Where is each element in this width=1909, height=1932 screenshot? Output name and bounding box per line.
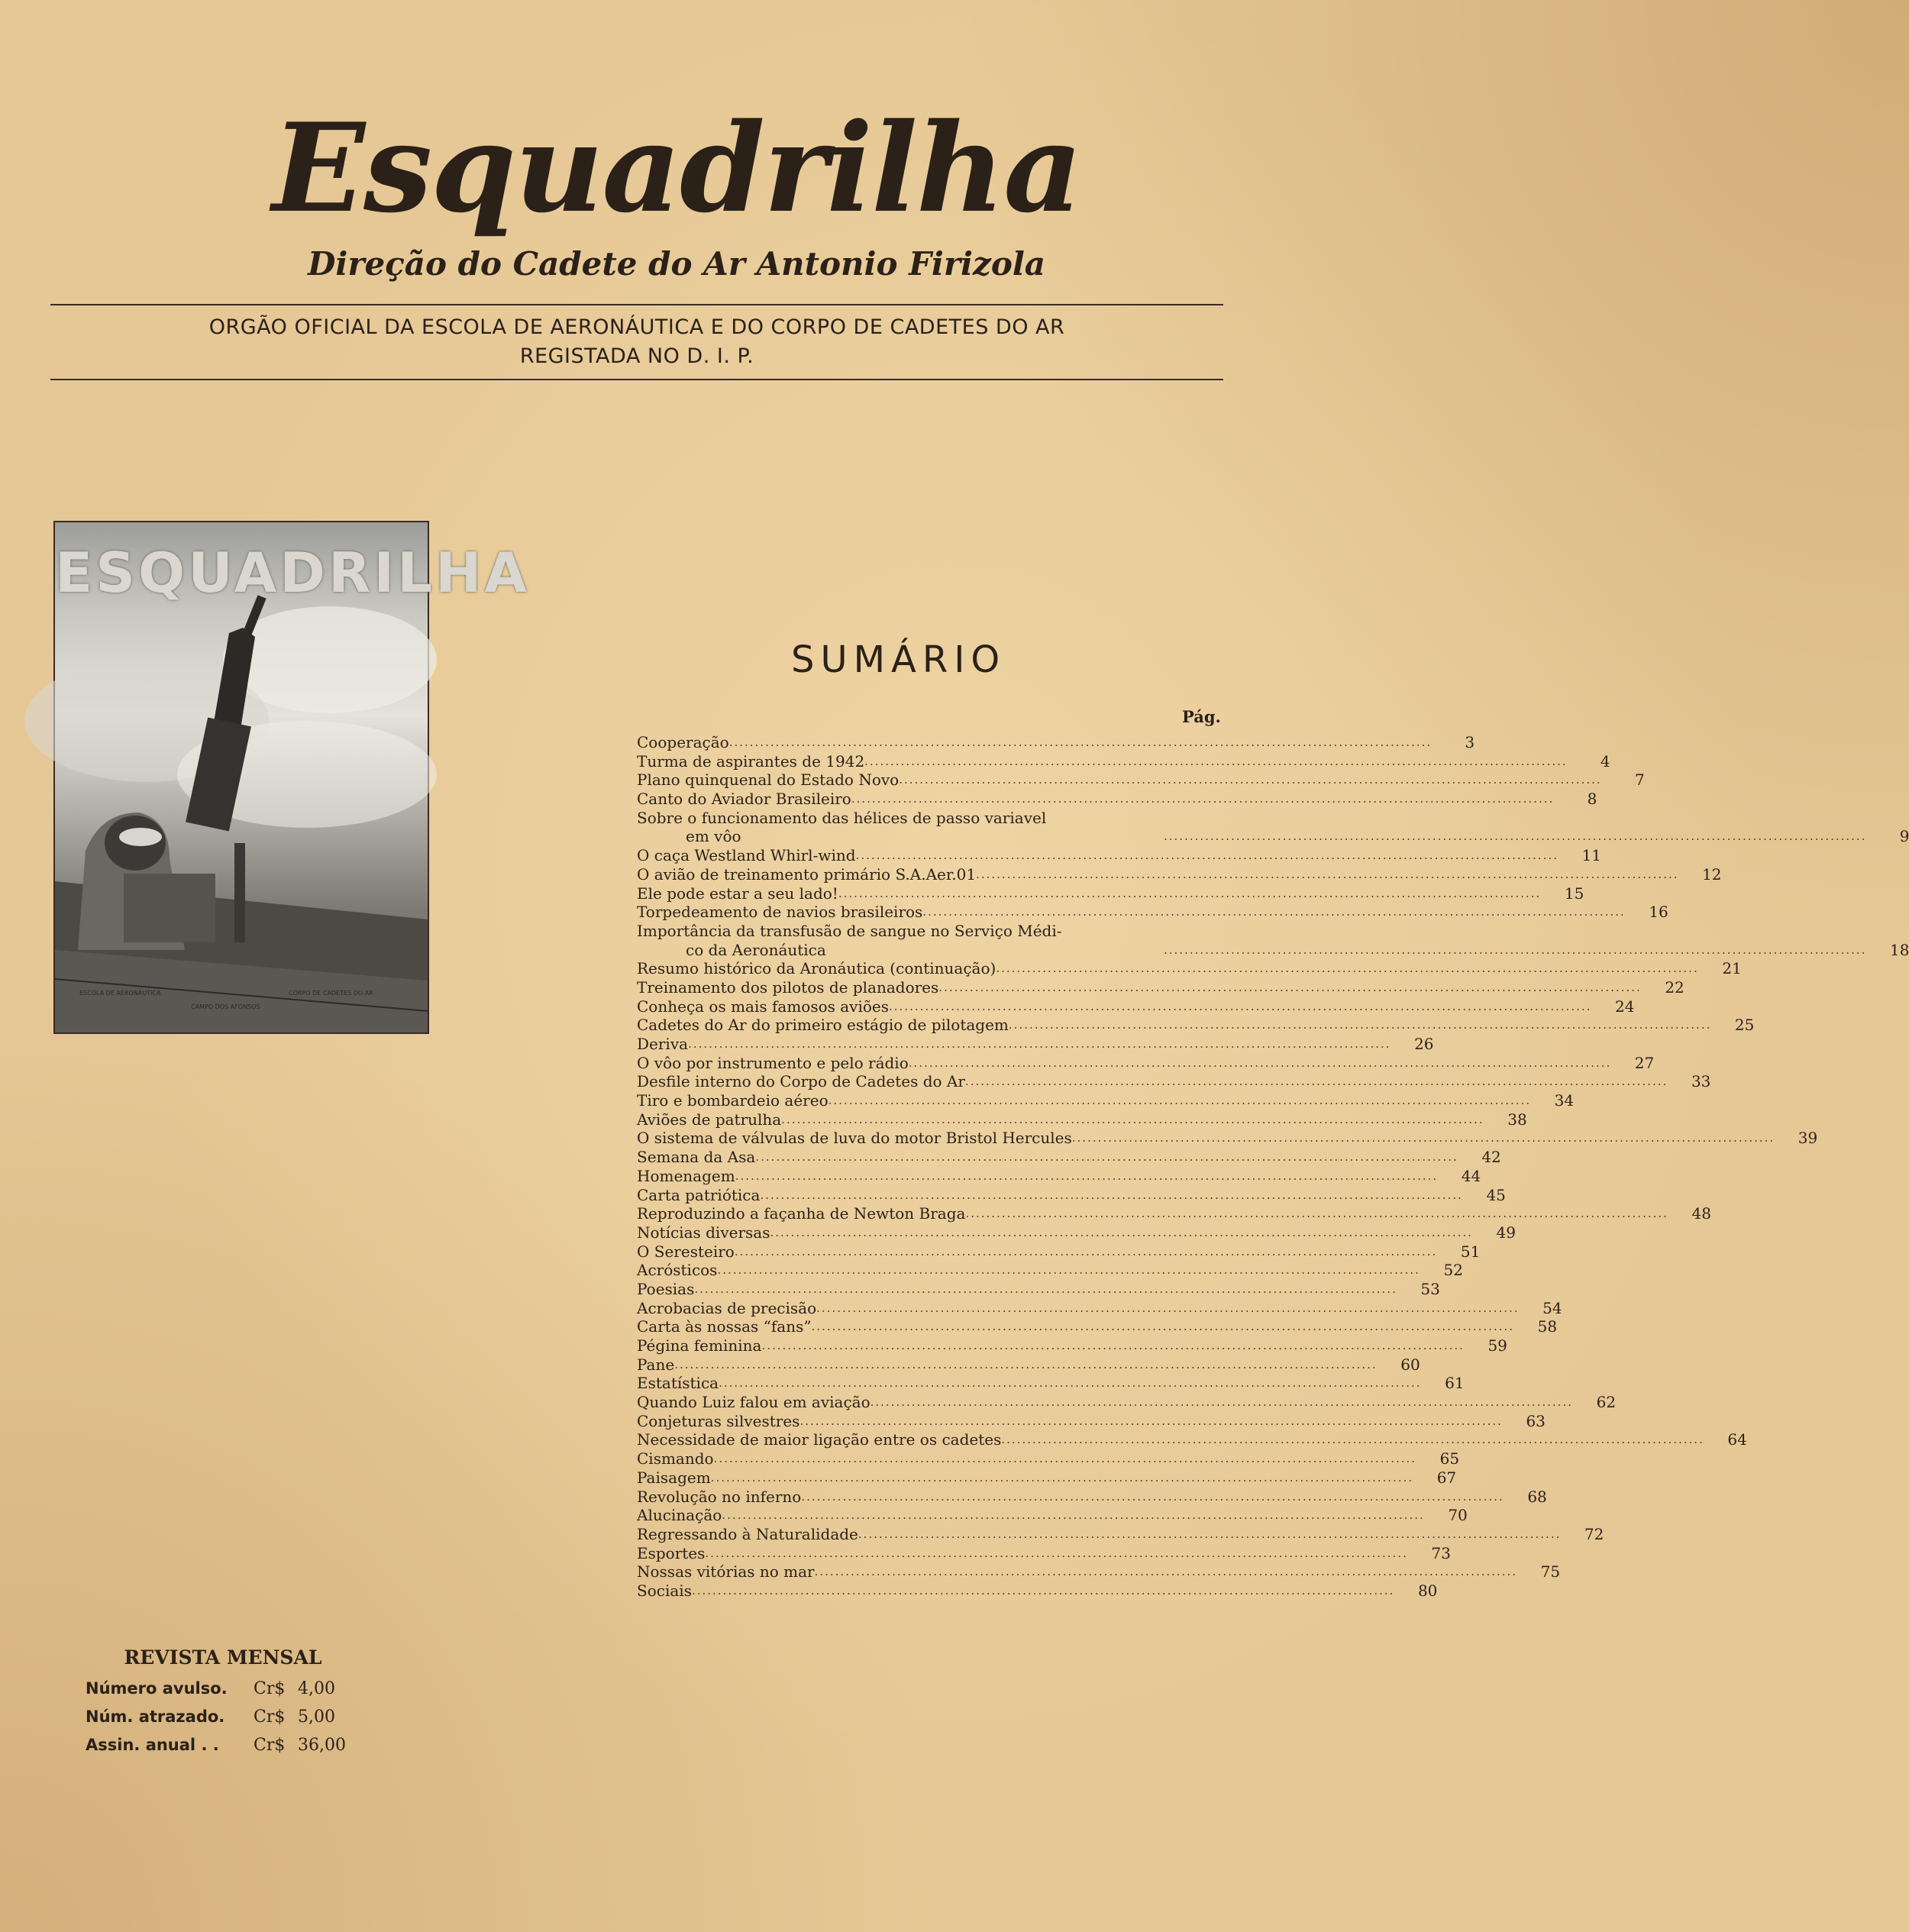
toc-entry-title [637,846,856,865]
toc-leader-dots [694,1280,1397,1299]
toc-entry-title [637,1129,1072,1148]
toc-leader-dots [799,1412,1502,1431]
price-label: Número avulso. [86,1679,228,1698]
toc-entry [637,1129,1818,1148]
toc-entry-title-line: Ele pode estar a seu lado! [637,884,838,903]
toc-entry-title-line: Cooperação [637,732,729,751]
toc-leader-dots [711,1468,1413,1488]
toc-entry [637,1487,1547,1507]
toc-leader-dots [688,1035,1391,1054]
toc-entry-page: 63 [1526,1411,1546,1430]
toc-entry-title [637,1054,909,1073]
toc-leader-dots [714,1449,1416,1468]
toc-entry-page: 67 [1436,1468,1457,1487]
toc-entry-title-line: Turma de aspirantes de 1942 [637,751,865,771]
registration-text: REGISTADA NO D. I. P. [519,344,754,368]
toc-leader-dots [674,1355,1377,1375]
toc-entry-title [637,790,851,809]
toc-entry-title-line: Esportes [637,1543,706,1562]
toc-entry-title [637,1393,871,1412]
toc-entry-title [637,903,922,922]
toc-entry-title-line: Resumo histórico da Aronáutica (continuação) [637,959,996,978]
toc-entry-title-line: Estatística [637,1374,719,1393]
toc-entry-title [637,1223,770,1242]
toc-entry-title [637,1449,714,1468]
toc-entry-title [637,1091,829,1110]
toc-entry [637,1336,1507,1355]
toc-entry-page: 11 [1581,846,1602,865]
toc-entry-title-line: Carta patriótica [637,1185,761,1204]
toc-entry-title-line: Pégina feminina [637,1336,762,1355]
toc-entry [637,1166,1481,1186]
toc-leader-dots [816,1299,1519,1318]
toc-entry [637,1430,1747,1449]
price-row [86,1675,376,1703]
toc-entry-title-line: O avião de treinamento primário S.A.Aer.01 [637,864,977,884]
toc-entry-title-line: Conjeturas silvestres [637,1411,800,1430]
toc-leader-dots [889,997,1591,1016]
toc-entry-title [637,1016,1009,1035]
toc-leader-dots [717,1261,1420,1280]
toc-entry [637,959,1742,978]
toc-entry-title-line: Acrósticos [637,1261,718,1280]
toc-entry-title [637,1261,717,1280]
toc-entry-title [637,1204,965,1223]
toc-entry-title [637,1581,692,1601]
toc-entry [637,1411,1546,1431]
toc-entry-title [637,1506,722,1525]
toc-entry-title [637,1412,799,1431]
toc-leader-dots [851,790,1554,809]
toc-entry-title [637,1562,815,1581]
cover-image [53,521,531,1034]
toc-entry [637,1261,1463,1280]
toc-leader-dots [1164,827,1866,846]
toc-leader-dots [976,865,1678,884]
official-organ-line [50,313,1223,371]
masthead-subtitle: Direção do Cadete do Ar Antonio Firizola [307,245,1046,283]
price-row [86,1731,376,1759]
toc-entry-page: 68 [1527,1487,1547,1506]
toc-entry-title-line: Plano quinquenal do Estado Novo [637,771,900,790]
toc-entry [637,1393,1617,1412]
toc-entry-title-line: Conheça os mais famosos aviões [637,997,890,1016]
toc-entry [637,1543,1451,1563]
toc-entry-title-line: Carta às nossas “fans” [637,1317,812,1336]
toc-entry-title [637,978,938,997]
toc-leader-dots [838,884,1541,903]
price-value: 36,00 [298,1736,346,1755]
toc-entry-title-continuation: em vôo [686,827,741,846]
toc-entry-page: 65 [1439,1449,1460,1468]
toc-entry-title [637,1110,781,1129]
bottom-rule [50,379,1223,380]
toc-leader-dots [705,1544,1407,1563]
toc-leader-dots [938,978,1641,997]
toc-entry-page: 59 [1487,1336,1507,1355]
toc-entry-page: 12 [1702,864,1722,884]
cover-footer-left: ESCOLA DE AERONÁUTICA [79,990,161,997]
table-of-contents [637,732,1909,1601]
toc-leader-dots [922,903,1625,922]
toc-entry-page: 34 [1554,1091,1575,1110]
toc-entry-title-line: Alucinação [637,1506,722,1525]
cover-title: ESQUADRILHA [55,541,531,605]
toc-entry-title-line: Nossas vitórias no mar [637,1562,815,1581]
toc-entry-page: 73 [1431,1543,1451,1562]
toc-entry-page: 15 [1564,884,1584,903]
toc-entry-title-line: Reproduzindo a façanha de Newton Braga [637,1204,966,1223]
toc-entry-title [637,1299,816,1318]
toc-entry [637,1110,1527,1129]
toc-entry-page: 16 [1649,903,1668,922]
price-list [86,1675,376,1759]
toc-entry-page: 21 [1722,959,1742,978]
toc-entry-page: 33 [1691,1072,1711,1091]
toc-leader-dots [722,1506,1424,1525]
toc-entry-title-line: Revolução no inferno [637,1487,802,1506]
toc-entry-title [637,1544,705,1563]
toc-entry [637,1524,1604,1544]
toc-entry-page: 7 [1634,771,1645,790]
toc-leader-dots [735,1167,1438,1186]
toc-entry-title [637,1336,761,1355]
toc-entry-page: 54 [1542,1298,1562,1317]
toc-entry-title-line: Tiro e bombardeio aéreo [637,1091,829,1110]
toc-entry-title-line: Sobre o funcionamento das hélices de passo variavel [637,808,1047,827]
toc-leader-dots [1164,941,1866,960]
toc-entry-page: 49 [1496,1223,1516,1242]
toc-entry-title-line: O vôo por instrumento e pelo rádio [637,1053,909,1072]
toc-leader-dots [899,771,1601,790]
price-label: Núm. atrazado. [86,1707,225,1726]
toc-entry-page: 44 [1461,1166,1481,1185]
price-value: 5,00 [298,1707,335,1727]
toc-entry-title [637,1374,719,1393]
toc-entry-title [637,1468,711,1488]
toc-entry-title [637,959,996,978]
toc-entry-title [637,809,1164,846]
toc-entry-title [637,733,729,752]
toc-entry [637,1279,1440,1299]
toc-entry-title-line: Cismando [637,1449,714,1468]
toc-entry [637,771,1645,790]
toc-entry-title [637,1525,858,1544]
toc-entry-title-line: Paisagem [637,1468,711,1487]
official-organ-text: ORGÃO OFICIAL DA ESCOLA DE AERONÁUTICA E DO CORPO DE CADETES DO AR [208,315,1065,339]
toc-entry-page: 4 [1600,751,1610,771]
toc-leader-dots [1009,1016,1711,1035]
toc-entry-title-line: Canto do Aviador Brasileiro [637,790,851,809]
toc-entry [637,751,1610,771]
toc-entry [637,1506,1468,1525]
toc-leader-dots [801,1488,1504,1507]
toc-leader-dots [755,1148,1458,1167]
toc-leader-dots [1001,1430,1704,1449]
toc-entry-page: 51 [1460,1242,1481,1261]
toc-leader-dots [729,733,1432,752]
toc-leader-dots [692,1581,1394,1601]
toc-leader-dots [812,1317,1514,1336]
toc-leader-dots [871,1393,1573,1412]
toc-leader-dots [858,1525,1561,1544]
toc-entry-title-line: Pane [637,1355,675,1374]
toc-entry-page: 64 [1727,1430,1747,1449]
toc-entry-title-line: Homenagem [637,1166,735,1185]
toc-entry [637,977,1685,997]
toc-entry-title-line: Treinamento dos pilotos de planadores [637,977,939,997]
toc-entry-page: 26 [1414,1035,1434,1054]
toc-entry-title-line: Aviões de patrulha [637,1110,782,1129]
toc-entry-page: 3 [1465,732,1475,751]
toc-entry [637,846,1602,865]
price-box [86,1646,376,1759]
toc-entry [637,732,1475,752]
toc-leader-dots [965,1072,1668,1091]
price-currency: Cr$ [254,1679,286,1698]
toc-entry [637,1053,1655,1073]
toc-entry-title [637,997,889,1016]
toc-entry-title-line: Poesias [637,1279,695,1298]
toc-entry-page: 42 [1481,1148,1501,1167]
toc-entry-title [637,1186,760,1205]
toc-entry-title [637,884,838,903]
toc-entry [637,997,1635,1016]
toc-entry-title [637,1488,801,1507]
toc-entry [637,1562,1561,1581]
toc-entry [637,1185,1506,1205]
toc-entry-page: 25 [1734,1016,1755,1035]
toc-leader-dots [965,1204,1668,1223]
toc-entry-title [637,1242,735,1262]
toc-entry [637,1091,1575,1110]
toc-leader-dots [770,1223,1472,1242]
toc-entry-page: 52 [1443,1261,1463,1280]
toc-entry [637,1072,1711,1091]
toc-entry [637,1016,1755,1035]
toc-entry [637,1204,1711,1223]
toc-entry [637,1355,1420,1375]
toc-leader-dots [856,846,1559,865]
toc-entry-page: 27 [1634,1053,1655,1072]
toc-entry-page: 9 [1899,827,1909,846]
toc-entry-page: 75 [1540,1562,1561,1581]
toc-entry [637,1317,1558,1336]
toc-entry-page: 62 [1596,1393,1617,1412]
price-row [86,1703,376,1731]
toc-entry-title-line: Desfile interno do Corpo de Cadetes do Ar [637,1072,965,1091]
toc-entry-page: 72 [1584,1524,1604,1543]
toc-entry-page: 39 [1798,1129,1818,1148]
toc-entry-title-continuation: co da Aeronáutica [686,940,826,959]
toc-leader-dots [735,1242,1437,1262]
toc-entry-title-line: Acrobacias de precisão [637,1298,817,1317]
toc-entry-title-line: Quando Luiz falou em aviação [637,1393,871,1412]
toc-entry-title [637,1355,674,1375]
toc-entry-page: 24 [1615,997,1635,1016]
toc-entry-title-line: Importância da transfusão de sangue no Serviço Médi- [637,921,1062,940]
toc-entry [637,1035,1434,1054]
masthead-title: Esquadrilha [272,96,1081,240]
toc-entry-title-line: O sistema de válvulas de luva do motor Bristol Hercules [637,1129,1072,1148]
toc-entry-title [637,922,1164,959]
toc-entry [637,884,1584,903]
toc-entry [637,1449,1460,1468]
toc-entry-title [637,1072,965,1091]
toc-entry-title-line: Deriva [637,1035,689,1054]
toc-entry-title [637,1035,688,1054]
page-column-label: Pág. [1182,707,1221,726]
toc-leader-dots [864,752,1567,771]
toc-entry-title-line: Regressando à Naturalidade [637,1524,858,1543]
toc-entry-title-line: Torpedeamento de navios brasileiros [637,903,923,922]
toc-entry [637,808,1909,846]
toc-entry [637,1298,1562,1318]
toc-entry-page: 22 [1665,977,1685,997]
toc-entry-title [637,752,864,771]
toc-entry-page: 60 [1400,1355,1420,1374]
toc-entry-title-line: Notícias diversas [637,1223,770,1242]
toc-entry-page: 61 [1445,1374,1465,1393]
price-currency: Cr$ [254,1736,286,1755]
toc-entry-page: 8 [1587,790,1597,809]
toc-entry-page: 70 [1448,1506,1468,1525]
toc-entry-page: 58 [1537,1317,1558,1336]
toc-entry-title-line: Semana da Asa [637,1148,756,1167]
toc-entry [637,1468,1457,1488]
toc-entry-title-line: Necessidade de maior ligação entre os cadetes [637,1430,1002,1449]
toc-entry-title-line: Sociais [637,1581,692,1600]
toc-leader-dots [719,1374,1421,1393]
toc-entry-title [637,1317,812,1336]
toc-entry-title [637,1167,735,1186]
toc-leader-dots [815,1562,1517,1581]
toc-entry-title [637,1280,694,1299]
toc-entry-title [637,1148,755,1167]
toc-leader-dots [909,1054,1611,1073]
toc-entry-page: 48 [1691,1204,1711,1223]
toc-leader-dots [781,1110,1484,1129]
cover-footer-center: CAMPO DOS AFONSOS [191,1003,260,1010]
price-label: Assin. anual . . [86,1736,219,1754]
toc-entry-title-line: O Seresteiro [637,1242,735,1261]
toc-leader-dots [761,1336,1464,1355]
toc-entry [637,1242,1481,1262]
price-heading: REVISTA MENSAL [124,1646,322,1669]
toc-leader-dots [829,1091,1531,1110]
cover-footer-right: CORPO DE CADETES DO AR [289,990,373,997]
toc-leader-dots [760,1186,1462,1205]
toc-leader-dots [996,959,1698,978]
toc-entry-title-line: Cadetes do Ar do primeiro estágio de pilotagem [637,1016,1009,1035]
toc-entry [637,790,1597,809]
toc-entry-title [637,1430,1001,1449]
toc-entry-page: 45 [1486,1185,1506,1204]
toc-entry [637,903,1668,922]
price-currency: Cr$ [254,1707,286,1727]
toc-entry [637,864,1722,884]
toc-entry [637,1223,1516,1242]
toc-entry [637,1148,1501,1167]
summary-heading: SUMÁRIO [791,638,1006,681]
toc-entry-page: 80 [1417,1581,1438,1600]
toc-entry [637,1374,1465,1393]
toc-entry [637,921,1909,959]
toc-entry-title [637,865,976,884]
top-rule [50,304,1223,305]
toc-entry-page: 18 [1890,940,1909,959]
toc-entry [637,1581,1438,1601]
toc-entry-title [637,771,899,790]
toc-entry-page: 38 [1507,1110,1527,1129]
price-value: 4,00 [298,1679,335,1698]
toc-entry-title-line: O caça Westland Whirl-wind [637,846,856,865]
toc-entry-page: 53 [1420,1279,1440,1298]
toc-leader-dots [1072,1129,1775,1148]
